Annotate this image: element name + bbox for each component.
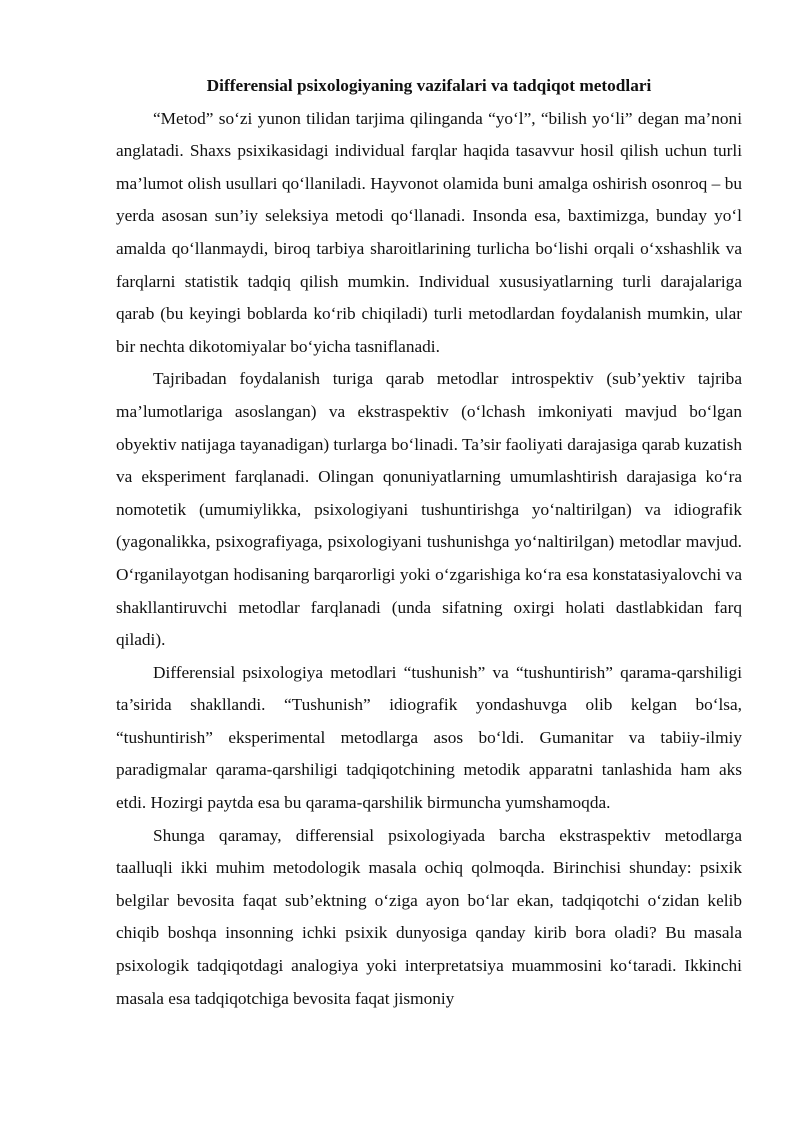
paragraph-understanding-explanation: Differensial psixologiya metodlari “tushunish” va “tushuntirish” qarama-qarshiligi ta’sirida shakllandi. “Tushunish” idiografik yondashuvga olib kelgan bo‘lsa, “tushuntirish” eksperimental metodlarga asos bo‘ldi. Gumanitar va tabiiy-ilmiy paradigmalar qarama-qarshiligi tadqiqotchining metodik apparatni tanlashida ham aks etdi. Hozirgi paytda esa bu qarama-qarshilik birmuncha yumshamoqda. (116, 662, 742, 813)
paragraph-methodological-issues: Shunga qaramay, differensial psixologiyada barcha ekstraspektiv metodlarga taalluqli ikki muhim metodologik masala ochiq qolmoqda. Birinchisi shunday: psixik belgilar bevosita faqat sub’ektning o‘ziga ayon bo‘lar ekan, tadqiqotchi o‘zidan kelib chiqib boshqa insonning ichki psixik dunyosiga qanday kirib bora oladi? Bu masala psixologik tadqiqotdagi analogiya yoki interpretatsiya muammosini ko‘taradi. Ikkinchi masala esa tadqiqotchiga bevosita faqat jismoniy (116, 825, 742, 1008)
document-page (116, 70, 742, 1015)
document-title: Differensial psixologiyaning vazifalari va tadqiqot metodlari (206, 76, 652, 95)
paragraph-metod-definition: “Metod” so‘zi yunon tilidan tarjima qilinganda “yo‘l”, “bilish yo‘li” degan ma’noni anglatadi. Shaxs psixikasidagi individual farqlar haqida tasavvur hosil qilish uchun turli ma’lumot olish usullari qo‘llaniladi. Hayvonot olamida buni amalga oshirish osonroq – bu yerda asosan sun’iy seleksiya metodi qo‘llanadi. Insonda esa, baxtimizga, bunday yo‘l amalda qo‘llanmaydi, biroq tarbiya sharoitlarining turlicha bo‘lishi orqali o‘xshashlik va farqlarni statistik tadqiq qilish mumkin. Individual xususiyatlarning turli darajalariga qarab (bu keyingi boblarda ko‘rib chiqiladi) turli metodlardan foydalanish mumkin, ular bir nechta dikotomiyalar bo‘yicha tasniflanadi. (116, 108, 742, 356)
paragraph-method-classification: Tajribadan foydalanish turiga qarab metodlar introspektiv (sub’yektiv tajriba ma’lumotlariga asoslangan) va ekstraspektiv (o‘lchash imkoniyati mavjud bo‘lgan obyektiv natijaga tayanadigan) turlarga bo‘linadi. Ta’sir faoliyati darajasiga qarab kuzatish va eksperiment farqlanadi. Olingan qonuniyatlarning umumlashtirish darajasiga ko‘ra nomotetik (umumiylikka, psixologiyani tushuntirishga yo‘naltirilgan) va idiografik (yagonalikka, psixografiyaga, psixologiyani tushunishga yo‘naltirilgan) metodlar mavjud. O‘rganilayotgan hodisaning barqarorligi yoki o‘zgarishiga ko‘ra esa konstatasiyalovchi va shakllantiruvchi metodlar farqlanadi (unda sifatning oxirgi holati dastlabkidan farq qiladi). (116, 369, 742, 650)
